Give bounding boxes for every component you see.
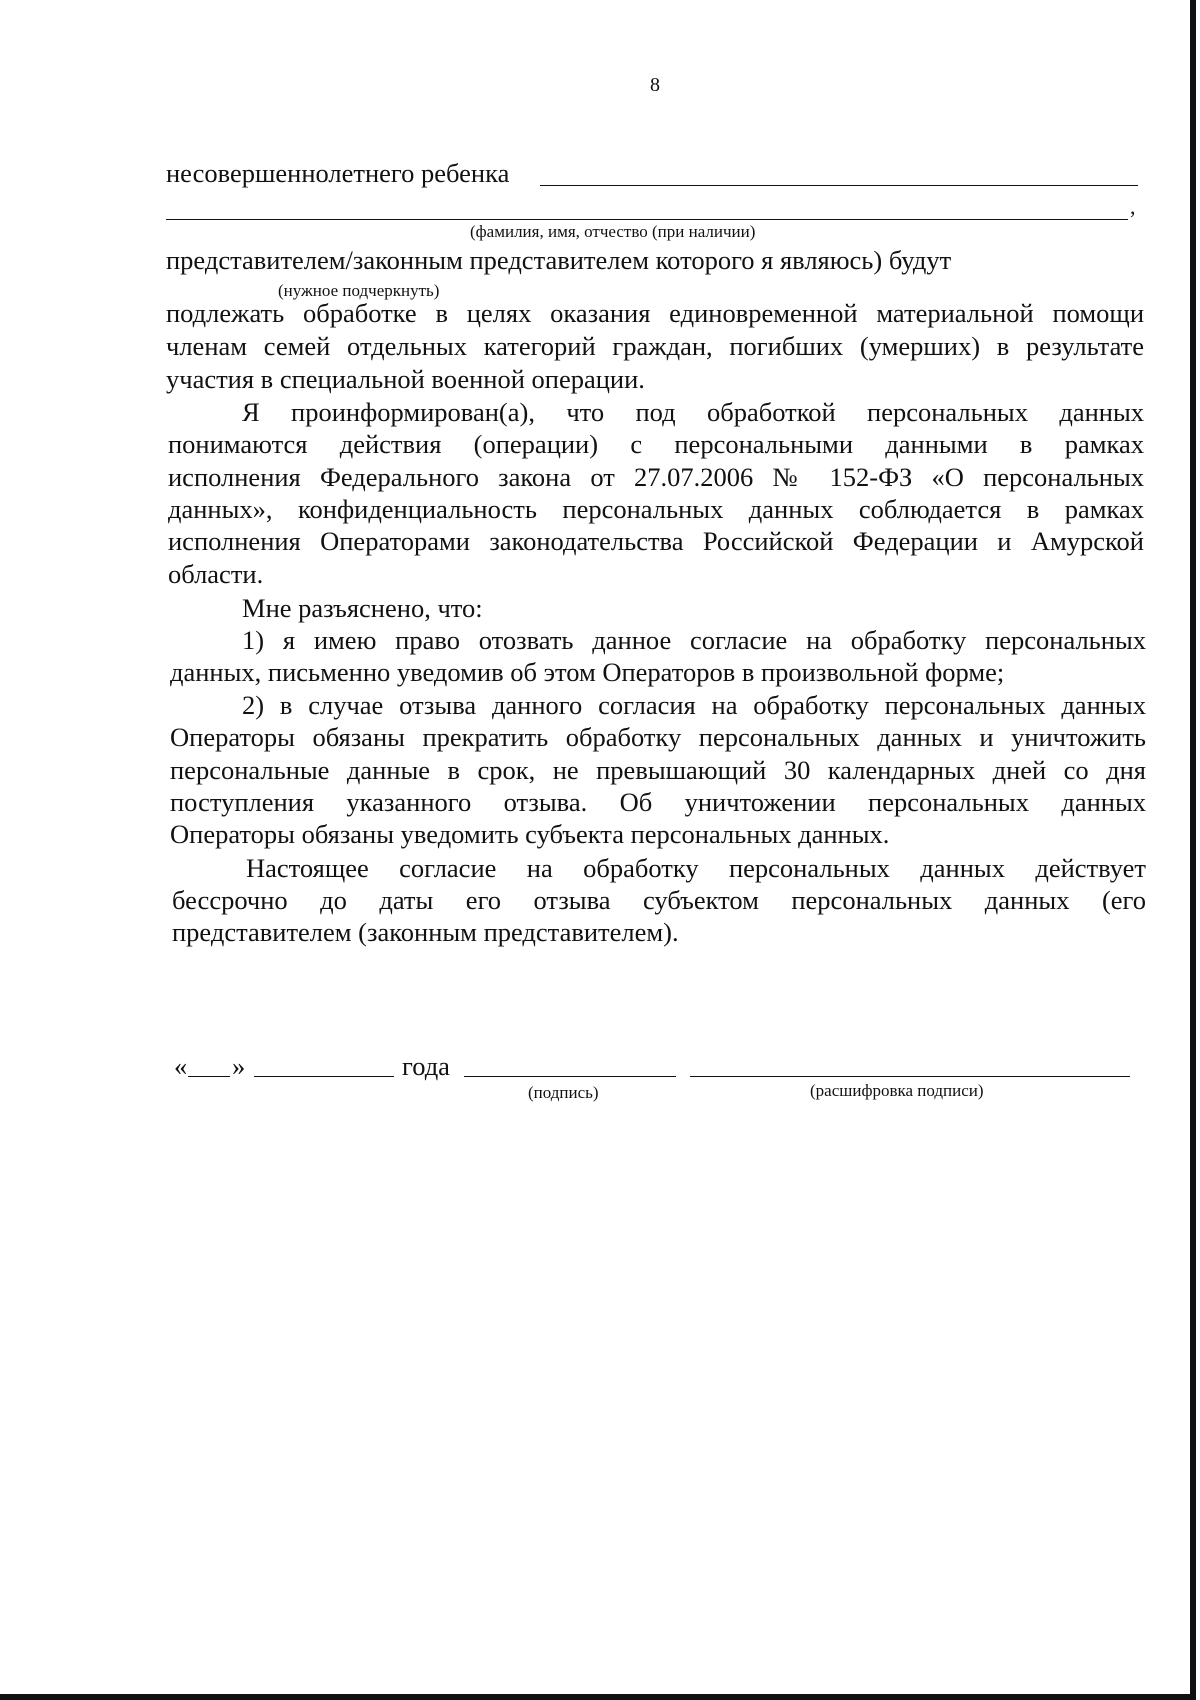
paragraph2-line5: исполнения Операторами законодательства Российской Федерации и Амурской: [168, 526, 1144, 556]
item2-line5: Операторы обязаны уведомить субъекта персональных данных.: [170, 819, 890, 849]
caption-fio: (фамилия, имя, отчество (при наличии): [470, 222, 756, 241]
paragraph2-line6: области.: [168, 559, 264, 589]
paragraph2-line3: исполнения Федерального закона от 27.07.2006 № 152-ФЗ «О персональных: [168, 462, 1144, 492]
date-day-blank: [188, 1076, 230, 1077]
item2-line3: персональные данные в срок, не превышающий 30 календарных дней со дня: [170, 755, 1146, 785]
signature-blank: [464, 1076, 676, 1077]
item1-line1: 1) я имею право отозвать данное согласие на обработку персональных: [242, 625, 1146, 655]
child-name-blank-2: [166, 219, 1128, 220]
explained-heading: Мне разъяснено, что:: [242, 593, 483, 623]
item1-line2: данных, письменно уведомив об этом Операторов в произвольной форме;: [170, 657, 1005, 687]
caption-underline: (нужное подчеркнуть): [278, 281, 440, 300]
representative-line: представителем/законным представителем которого я являюсь) будут: [166, 245, 952, 275]
paragraph3-line2: бессрочно до даты его отзыва субъектом персональных данных (его: [172, 885, 1146, 915]
signature-decoding-blank: [690, 1076, 1130, 1077]
caption-decoding: (расшифровка подписи): [810, 1081, 984, 1100]
paragraph2-line2: понимаются действия (операции) с персональными данными в рамках: [168, 429, 1144, 459]
caption-signature: (подпись): [528, 1083, 599, 1102]
paragraph1-line3: участия в специальной военной операции.: [166, 364, 645, 394]
item2-line4: поступления указанного отзыва. Об уничтожении персональных данных: [170, 787, 1146, 817]
paragraph1-line1: подлежать обработке в целях оказания единовременной материальной помощи: [166, 298, 1144, 328]
date-month-blank: [254, 1076, 394, 1077]
child-name-blank: [540, 185, 1138, 186]
date-quote-close: »: [232, 1051, 246, 1081]
year-word: года: [402, 1051, 450, 1081]
child-label: несовершеннолетнего ребенка: [166, 158, 510, 188]
paragraph2-line1: Я проинформирован(а), что под обработкой персональных данных: [242, 397, 1144, 427]
scan-border-bottom: [0, 1694, 1196, 1700]
item2-line2: Операторы обязаны прекратить обработку персональных данных и уничтожить: [170, 722, 1146, 752]
date-quote-open: «: [174, 1051, 188, 1081]
paragraph1-line2: членам семей отдельных категорий граждан, погибших (умерших) в результате: [166, 331, 1144, 361]
page-number: 8: [650, 74, 660, 96]
paragraph2-line4: данных», конфиденциальность персональных данных соблюдается в рамках: [168, 494, 1144, 524]
item2-line1: 2) в случае отзыва данного согласия на обработку персональных данных: [242, 690, 1146, 720]
scan-border-right: [1190, 0, 1196, 1700]
child-line-comma: ,: [1130, 194, 1136, 219]
paragraph3-line1: Настоящее согласие на обработку персональных данных действует: [246, 853, 1146, 883]
paragraph3-line3: представителем (законным представителем).: [172, 917, 679, 947]
